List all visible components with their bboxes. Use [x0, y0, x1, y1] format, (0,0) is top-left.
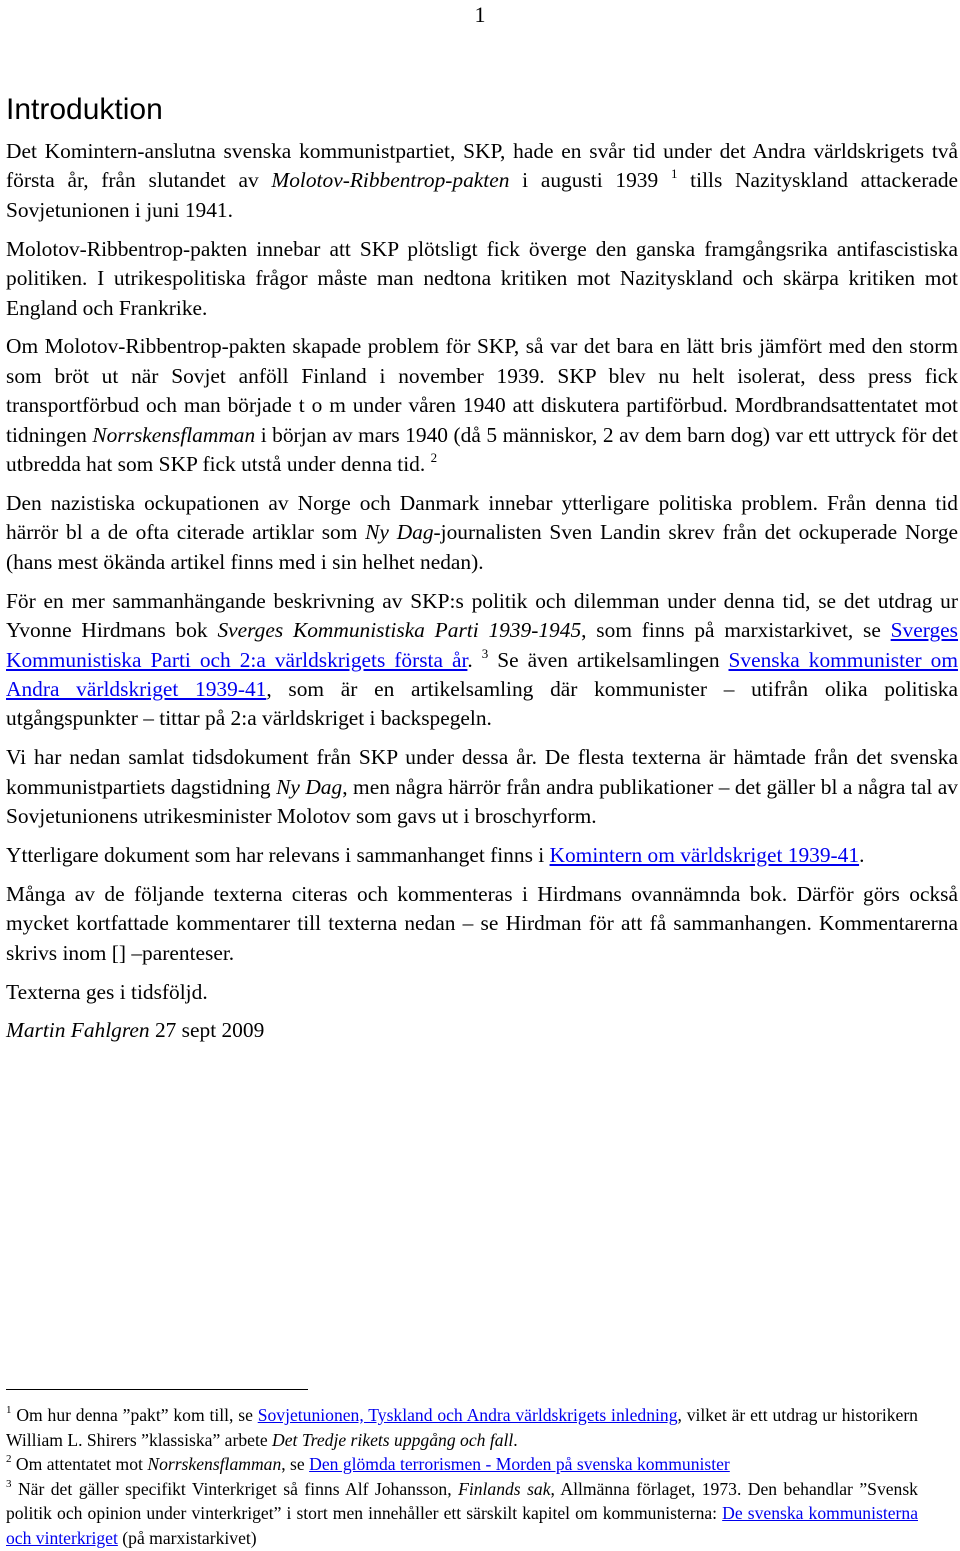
text: När det gäller specifikt Vinterkriget så finns Alf Johansson, [11, 1478, 459, 1499]
paragraph-5 [6, 587, 958, 734]
paragraph-8: Många av de följande texterna citeras och kommenteras i Hirdmans ovannämnda bok. Därför görs också mycket kortfattade kommentarer till texterna nedan – se Hirdman för att få sammanhangen. Kommentarerna skrivs inom [] –parenteser. [6, 881, 958, 965]
emphasis-text: Ny Dag [276, 774, 343, 799]
text: i augusti 1939 [509, 168, 671, 193]
footnote-3 [6, 1477, 918, 1551]
text: tills Nazityskland attackerade Sovjetunionen i juni 1941. [6, 168, 959, 222]
text: , som finns på marxistarkivet, se [581, 618, 891, 643]
text: Om attentatet mot [11, 1454, 148, 1474]
footnote-separator [6, 1389, 308, 1390]
text: Den nazistiska ockupationen av Norge och Danmark innebar ytterligare politiska problem. Från denna tid härrör bl a de ofta citerade artiklar som [6, 490, 958, 545]
paragraph-6 [6, 743, 958, 831]
emphasis-text: Norrskensflamman [92, 422, 256, 447]
text: , men några härrör från andra publikationer – det gäller bl a några tal av Sovjetunionens utrikesminister Molotov som gavs ut i broschyrform. [6, 774, 958, 829]
paragraph-3 [6, 332, 958, 479]
footnote-number: 2 [6, 1453, 12, 1465]
text: Om hur denna ”pakt” kom till, se [11, 1405, 258, 1425]
text: . [513, 1429, 518, 1450]
footnote-number: 3 [6, 1477, 12, 1490]
paragraph-9: Texterna ges i tidsföljd. [6, 979, 208, 1004]
text: i början av mars 1940 (då 5 människor, 2 av dem barn dog) var ett uttryck för det utbredda hat som SKP fick utstå under denna tid. [6, 422, 958, 477]
text: Se även artikelsamlingen [488, 647, 729, 672]
emphasis-text: Molotov-Ribbentrop-pakten [271, 168, 510, 193]
link-svenska-kommunisterna-vinterkriget[interactable]: De svenska kommunisterna och vinterkriget [6, 1503, 918, 1548]
link-glomda-terrorismen[interactable]: Den glömda terrorismen - Morden på svenska kommunister [309, 1454, 730, 1474]
section-heading: Introduktion [6, 93, 163, 126]
text: Ytterligare dokument som har relevans i sammanhanget finns i [6, 842, 550, 867]
emphasis-text: Finlands sak [458, 1478, 551, 1499]
text: , vilket är ett utdrag ur historikern William L. Shirers ”klassiska” arbete [6, 1405, 918, 1450]
text: Det Komintern-anslutna svenska kommunistpartiet, SKP, hade en svår tid under det Andra världskrigets två första år, från slutandet av [6, 139, 958, 193]
paragraph-2: Molotov-Ribbentrop-pakten innebar att SKP plötsligt fick överge den ganska framgångsrika antifascistiska politiken. I utrikespolitiska frågor måste man nedtona kritiken mot Nazityskland och skärpa kritiken mot England och Frankrike. [6, 236, 958, 320]
text: . [859, 842, 865, 867]
link-skp-first-years[interactable]: Sverges Kommunistiska Parti och 2:a världskrigets första år [6, 618, 958, 672]
footnote-ref-2[interactable]: 2 [430, 450, 438, 466]
footnotes [6, 1403, 918, 1550]
signature [6, 1016, 958, 1045]
text: För en mer sammanhängande beskrivning av SKP:s politik och dilemman under denna tid, se det utdrag ur Yvonne Hirdmans bok [6, 588, 958, 643]
link-komintern-varldskriget[interactable]: Komintern om världskriget 1939-41 [549, 842, 860, 867]
emphasis-text: Sverges Kommunistiska Parti 1939-1945 [217, 618, 582, 643]
footnote-1 [6, 1403, 918, 1452]
paragraph-4 [6, 489, 958, 577]
text: Vi har nedan samlat tidsdokument från SKP under dessa år. De flesta texterna är hämtade från det svenska kommunistpartiets dagstidning [6, 745, 958, 799]
text: , som är en artikelsamling där kommunister – utifrån olika politiska utgångspunkter – tittar på 2:a världskriget i backspegeln. [6, 676, 958, 731]
link-sovjetunionen-tyskland[interactable]: Sovjetunionen, Tyskland och Andra världskrigets inledning [257, 1405, 678, 1425]
signature-date: 27 sept 2009 [149, 1018, 265, 1043]
text: , Allmänna förlaget, 1973. Den behandlar ”Svensk politik och opinion under vinterkriget” i stort men innehåller ett särskilt kapitel om kommunisterna: [6, 1478, 918, 1523]
text: -journalisten Sven Landin skrev från det ockuperade Norge (hans mest ökända artikel finns med i sin helhet nedan). [6, 520, 959, 574]
page-number: 1 [474, 2, 486, 27]
paragraph-7 [6, 841, 958, 870]
footnote-number: 1 [6, 1404, 12, 1416]
text: . [467, 647, 482, 672]
emphasis-text: Ny Dag [365, 520, 434, 545]
footnote-2 [6, 1452, 918, 1477]
text: (på marxistarkivet) [117, 1527, 257, 1548]
author-name: Martin Fahlgren [6, 1018, 150, 1043]
emphasis-text: Det Tredje rikets uppgång och fall [272, 1429, 514, 1450]
paragraph-1 [6, 137, 958, 225]
text: , se [281, 1454, 310, 1474]
emphasis-text: Norrskensflamman [147, 1454, 282, 1474]
body-text [6, 137, 958, 1055]
footnote-ref-3[interactable]: 3 [481, 645, 489, 661]
text: Om Molotov-Ribbentrop-pakten skapade problem för SKP, så var det bara en lätt bris jämfört med den storm som bröt ut när Sovjet anföll Finland i november 1939. SKP blev nu helt isolerat, dess press fick transportförbud och man började t o m under våren 1940 att diskutera partiförbud. Mordbrandsattentatet mot tidningen [6, 334, 958, 447]
link-svenska-kommunister[interactable]: Svenska kommunister om Andra världskriget 1939-41 [6, 647, 958, 701]
footnote-ref-1[interactable]: 1 [670, 166, 678, 182]
